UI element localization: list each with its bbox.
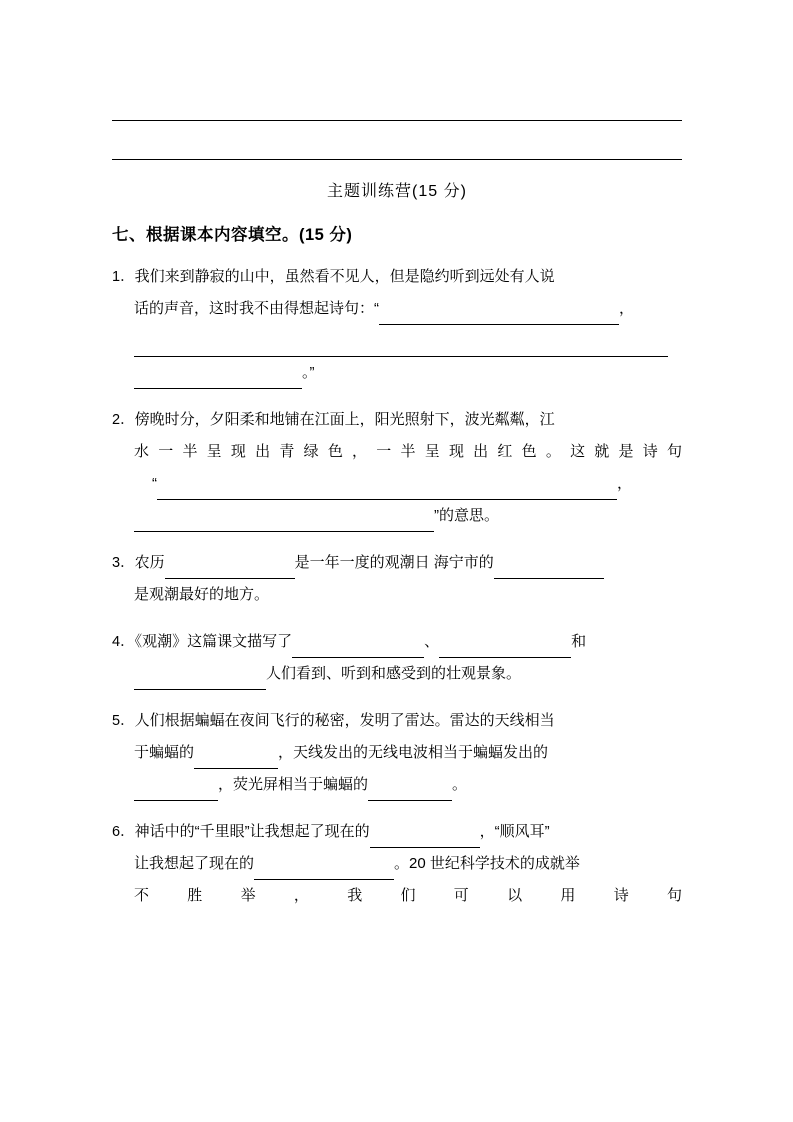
fill-blank[interactable]: [194, 748, 278, 769]
item-text: 神话中的“千里眼”让我想起了现在的: [134, 823, 370, 840]
question-item-4: [112, 626, 682, 690]
item-text: 《观潮》这篇课文描写了: [134, 633, 293, 650]
item-text: ，天线发出的无线电波相当于蝙蝠发出的: [278, 744, 549, 761]
fill-blank[interactable]: [254, 859, 394, 880]
item-text: 。20 世纪科学技术的成就举: [394, 855, 580, 872]
question-line: [112, 769, 682, 801]
question-item-6: [112, 816, 682, 912]
question-line: [112, 500, 682, 532]
item-text: 话的声音，这时我不由得想起诗句：“: [134, 300, 379, 317]
answer-blank-line[interactable]: [112, 96, 682, 121]
question-heading-points: (15 分): [299, 226, 353, 244]
item-text: ，“顺风耳”: [479, 823, 550, 840]
item-number: 5．: [112, 713, 135, 729]
question-line: [112, 705, 682, 737]
question-item-2: [112, 404, 682, 532]
question-heading-label: 七、根据课本内容填空。: [112, 226, 299, 244]
item-text: 不 胜 举 ， 我 们 可 以 用 诗 句: [134, 887, 682, 904]
answer-blank-line[interactable]: [112, 135, 682, 160]
fill-blank[interactable]: [134, 511, 434, 532]
item-number: 2．: [112, 412, 135, 428]
question-line: [112, 436, 682, 468]
question-line: [112, 626, 682, 658]
fill-blank[interactable]: [379, 304, 619, 325]
item-comma: ，: [619, 300, 635, 317]
item-text: 和: [571, 633, 587, 650]
item-text: 人们根据蝙蝠在夜间飞行的秘密，发明了雷达。雷达的天线相当: [134, 712, 555, 729]
question-heading: [112, 221, 682, 245]
question-item-1: [112, 261, 682, 389]
item-text: 傍晚时分，夕阳柔和地铺在江面上，阳光照射下，波光粼粼，江: [134, 411, 555, 428]
item-text: 。”: [302, 364, 315, 381]
fill-blank[interactable]: [165, 558, 295, 579]
question-item-3: [112, 547, 682, 611]
item-text: 、: [424, 633, 440, 650]
question-line: [112, 357, 682, 389]
question-line: [112, 658, 682, 690]
question-line: [112, 579, 682, 611]
question-line: [112, 293, 682, 325]
fill-blank[interactable]: [134, 669, 266, 690]
item-comma: ，: [617, 475, 633, 492]
item-text: 是观潮最好的地方。: [134, 586, 270, 603]
item-text: “: [152, 475, 157, 492]
question-line: [112, 325, 682, 357]
fill-blank[interactable]: [370, 827, 480, 848]
question-item-5: [112, 705, 682, 801]
question-line: [112, 737, 682, 769]
fill-blank[interactable]: [292, 637, 424, 658]
question-line: [112, 404, 682, 436]
item-text: ，荧光屏相当于蝙蝠的: [218, 776, 369, 793]
item-number: 3．: [112, 555, 135, 571]
question-line: [112, 261, 682, 293]
fill-blank[interactable]: [494, 558, 604, 579]
question-line: [112, 468, 682, 500]
question-line: [112, 880, 682, 912]
item-text: 水一半呈现出青绿色，一半呈现出红色。这就是诗句: [134, 443, 682, 460]
item-number: 6．: [112, 824, 135, 840]
item-text: 让我想起了现在的: [134, 855, 255, 872]
item-text: ”的意思。: [434, 507, 499, 524]
item-number: 4．: [112, 634, 135, 650]
fill-blank[interactable]: [157, 479, 617, 500]
item-text: 于蝙蝠的: [134, 744, 195, 761]
question-line: [112, 848, 682, 880]
item-text: 农历: [134, 554, 165, 571]
item-text: 人们看到、听到和感受到的壮观景象。: [266, 665, 522, 682]
item-text: 。: [452, 776, 468, 793]
item-text: 我们来到静寂的山中，虽然看不见人，但是隐约听到远处有人说: [134, 268, 555, 285]
section-header: 主题训练营(15 分): [327, 183, 467, 200]
page-content: [112, 96, 682, 927]
fill-blank[interactable]: [368, 780, 452, 801]
fill-blank[interactable]: [134, 780, 218, 801]
question-line: [112, 816, 682, 848]
question-line: [112, 547, 682, 579]
fill-blank[interactable]: [439, 637, 571, 658]
item-number: 1．: [112, 269, 135, 285]
fill-blank[interactable]: [134, 336, 668, 357]
item-text: 是一年一度的观潮日 海宁市的: [294, 554, 494, 571]
fill-blank[interactable]: [134, 368, 302, 389]
